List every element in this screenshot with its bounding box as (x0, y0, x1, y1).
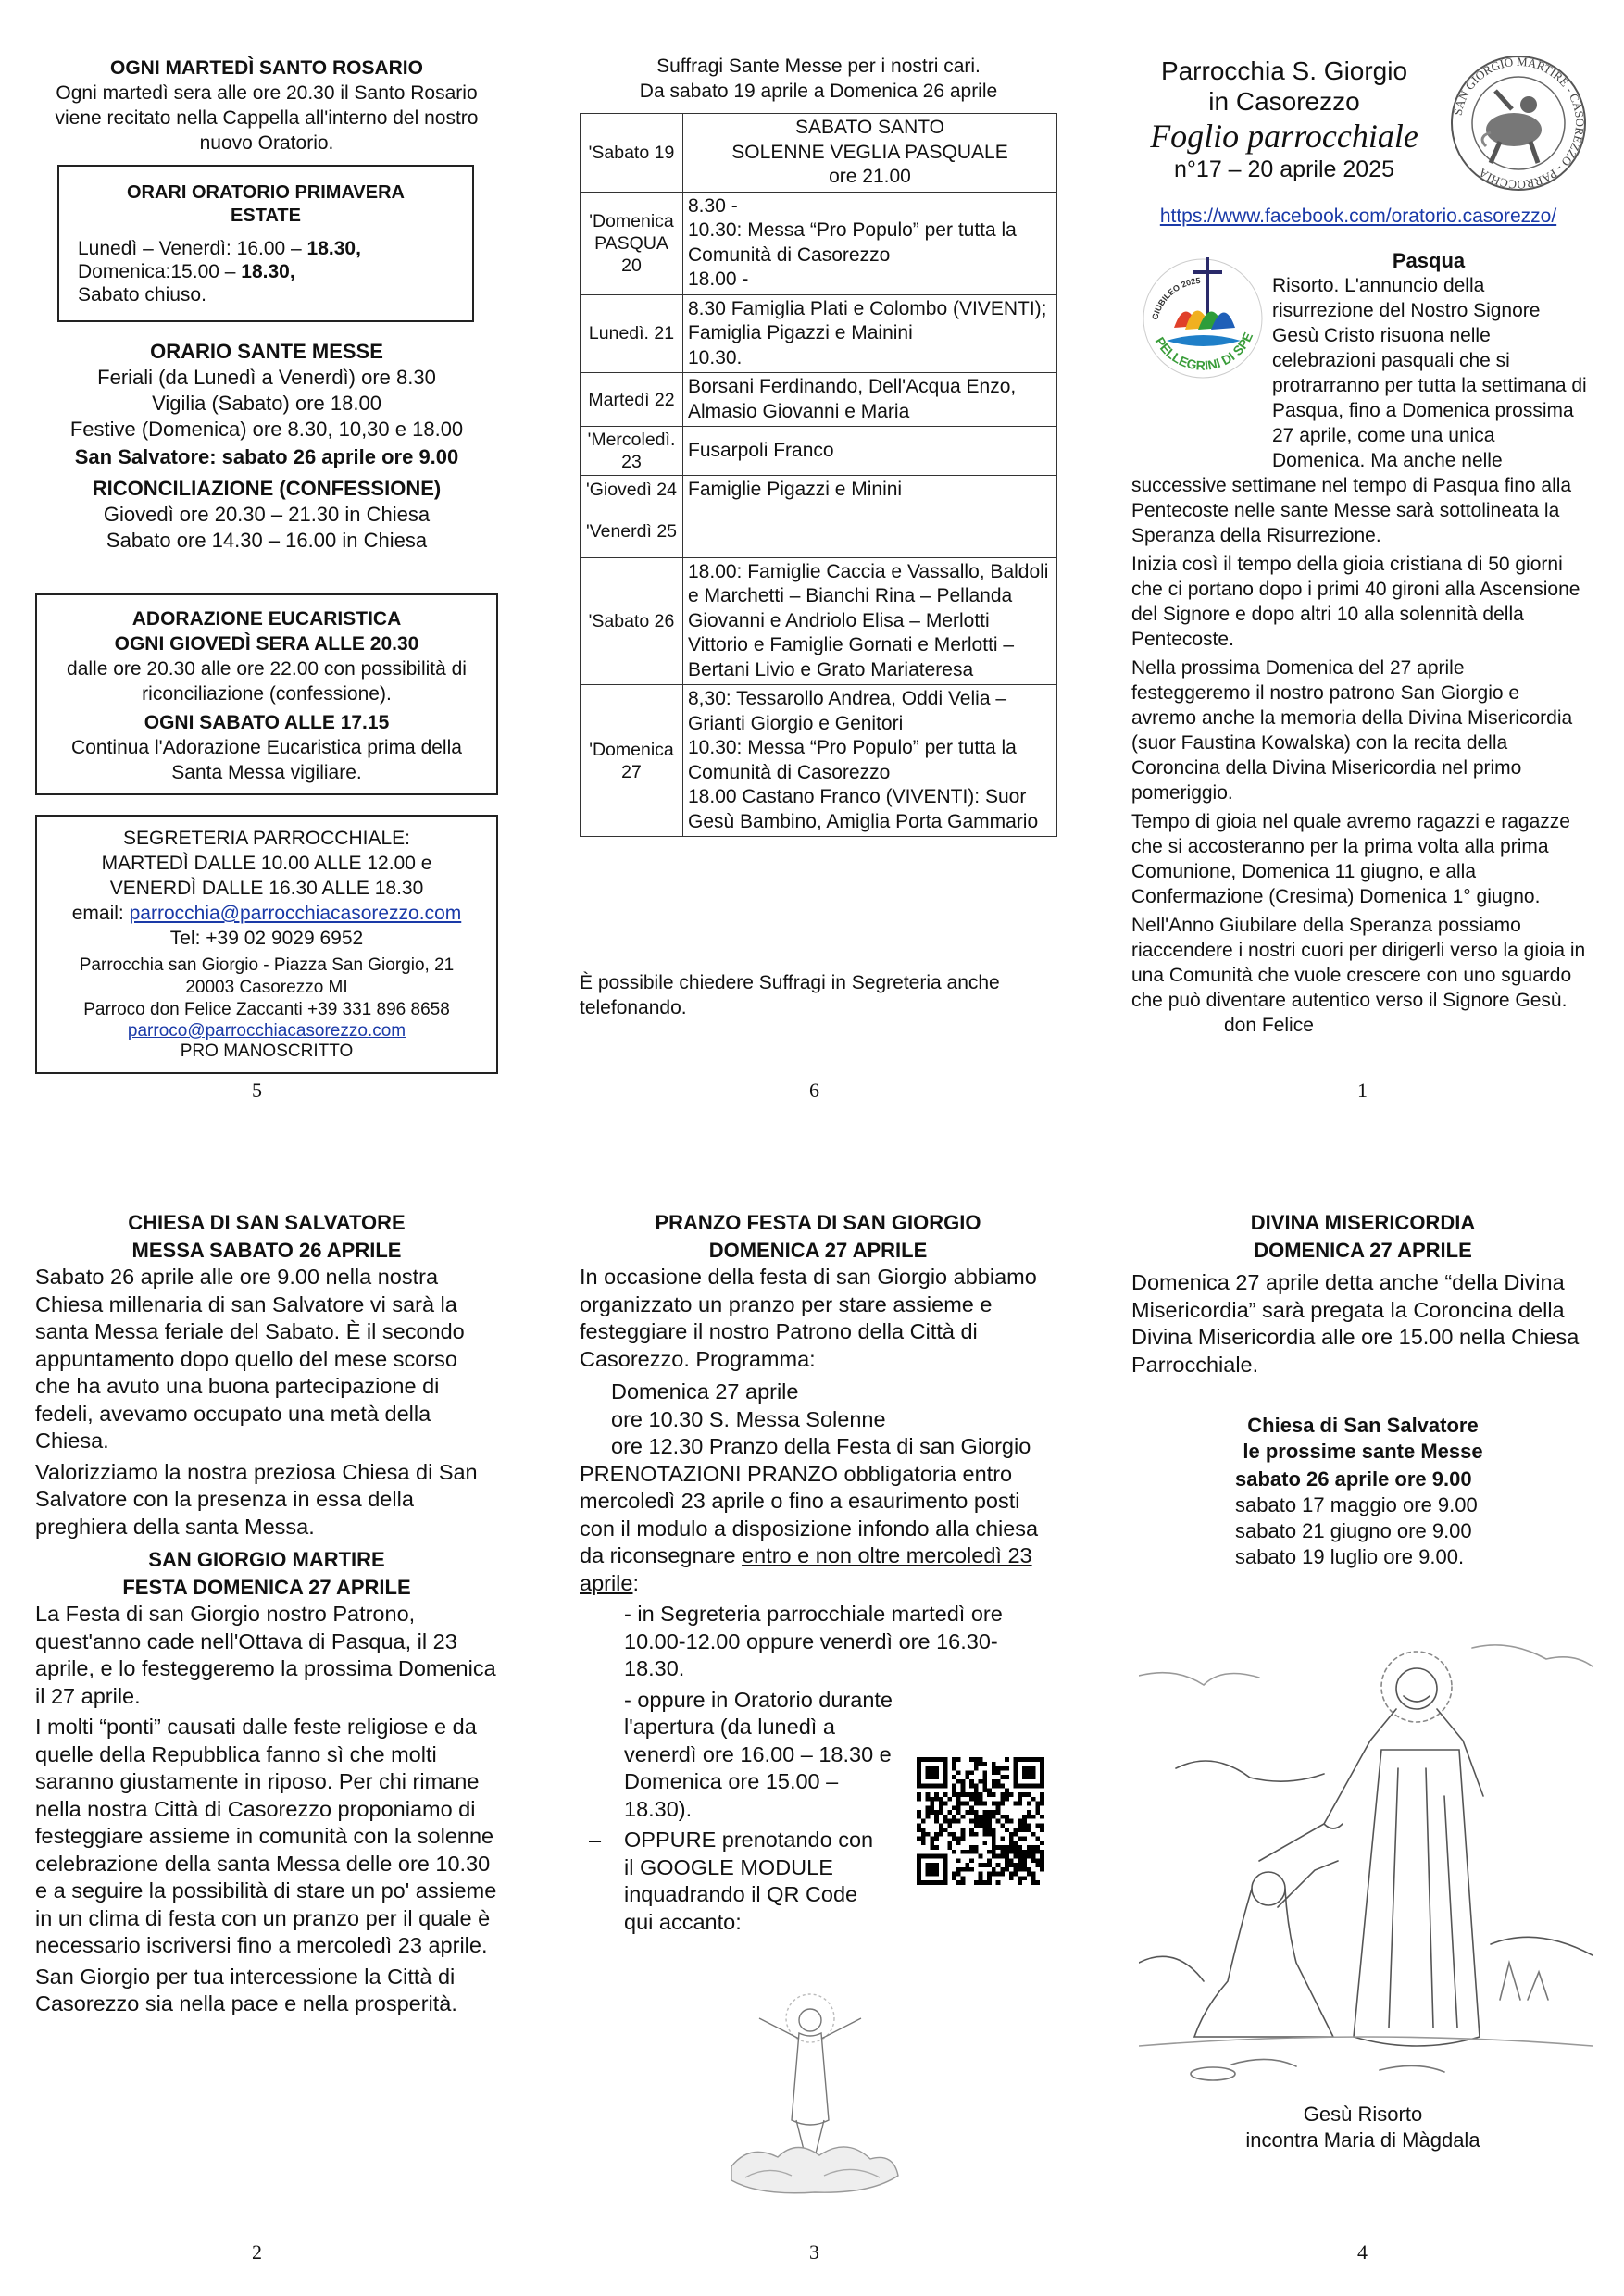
parish-address: Parrocchia san Giorgio - Piazza San Giorgio, 21 (79, 955, 455, 975)
suffrage-row (581, 685, 1057, 837)
salvatore-mass: San Salvatore: sabato 26 aprile ore 9.00 (74, 445, 459, 468)
giorgio-para-3: San Giorgio per tua intercessione la Città di Casorezzo sia nella pace e nella prosperità. (35, 1964, 457, 2015)
salvatore-subheading: MESSA SABATO 26 APRILE (131, 1238, 402, 1262)
adoration-thursday-text: dalle ore 20.30 alle ore 22.00 con possibilità di riconciliazione (confessione). (67, 658, 467, 705)
suffrage-day: 'Sabato 26 (581, 557, 683, 685)
suffrage-day: 'Domenica PASQUA 20 (581, 192, 683, 294)
lunch-booking: PRENOTAZIONI PRANZO obbligatoria entro mercoledì 23 aprile o fino a esaurimento posti con il modulo a disposizione infondo alla chiesa da riconsegnare entro e non oltre mercoledì 23 aprile: (580, 1461, 1039, 1595)
suffrage-header (580, 54, 1057, 104)
suffrage-intentions: Borsani Ferdinando, Dell'Acqua Enzo, Almasio Giovanni e Maria (683, 373, 1057, 427)
lunch-heading: PRANZO FESTA DI SAN GIORGIO (655, 1211, 981, 1234)
suffrage-intentions: Famiglie Pigazzi e Minini (683, 476, 1057, 505)
lunch-intro: In occasione della festa di san Giorgio abbiamo organizzato un pranzo per stare assieme e festeggiare il nostro Patrono della Città di Casorezzo. Programma: (580, 1265, 1037, 1371)
svg-text:GIUBILEO 2025: GIUBILEO 2025 (1150, 275, 1201, 321)
page-number-5: 5 (252, 1079, 262, 1102)
suffrage-intentions: Fusarpoli Franco (683, 427, 1057, 476)
suffrage-row (581, 373, 1057, 427)
panel-page-5 (35, 56, 498, 156)
panel-page-4 (1131, 1209, 1594, 1379)
suffrage-row (581, 114, 1057, 193)
qr-code[interactable] (917, 1757, 1044, 1885)
secretary-box (35, 815, 498, 1074)
editorial-para-5: Nell'Anno Giubilare della Speranza possiamo riaccendere i nostri cuori per dirigerli verso la gioia in una Comunità che vuole crescere con uno sguardo che può diventare autentico verso il Signore Gesù.don Felice (1131, 915, 1586, 1036)
parish-priest: Parroco don Felice Zaccanti +39 331 896 8658 (83, 1000, 450, 1019)
salvatore-dates-title: Chiesa di San Salvatore (1247, 1414, 1479, 1437)
risen-jesus-illustration (1139, 1611, 1593, 2092)
suffrage-intentions: 18.00: Famiglie Caccia e Vassallo, Baldoli e Marchetti – Bianchi Rina – Pellanda Giovanni e Andriolo Elisa – Merlotti Vittorio e Famiglie Gornati e Merlotti – Bertani Livio e Grato Mariateresa (683, 557, 1057, 685)
page-number-1: 1 (1357, 1079, 1368, 1102)
salvatore-heading: CHIESA DI SAN SALVATORE (128, 1211, 406, 1234)
giorgio-heading: SAN GIORGIO MARTIRE (148, 1548, 385, 1571)
rosario-title: OGNI MARTEDÌ SANTO ROSARIO (110, 57, 423, 79)
editorial-para-4: Tempo di gioia nel quale avremo ragazzi e ragazze che si accosteranno per la prima volta alla prima Comunione, Domenica 11 giugno, e alla Confermazione (Cresima) Domenica 1° giugno. (1131, 811, 1570, 907)
page-number-4: 4 (1357, 2240, 1368, 2264)
suffrage-row (581, 557, 1057, 685)
adoration-title: ADORAZIONE EUCARISTICA (131, 608, 402, 630)
lunch-subheading: DOMENICA 27 APRILE (708, 1238, 928, 1262)
suffrage-day: 'Giovedì 24 (581, 476, 683, 505)
oratorio-subtitle: ESTATE (231, 206, 301, 226)
suffrage-intentions: 8,30: Tessarollo Andrea, Oddi Velia – Grianti Giorgio e Genitori 10.30: Messa “Pro Populo” per tutta la Comunità di Casorezzo 18.00 Castano Franco (VIVENTI): Suor Gesù Bambino, Amiglia Porta Gammario (683, 685, 1057, 837)
oratorio-sunday: Domenica:15.00 – 18.30, (78, 261, 295, 282)
oratorio-hours-box (57, 165, 474, 322)
suffrage-title: Suffragi Sante Messe per i nostri cari. (656, 56, 981, 77)
parish-town: in Casorezzo (1208, 87, 1360, 116)
date-may: sabato 17 maggio ore 9.00 (1235, 1493, 1478, 1516)
adoration-thursday: OGNI GIOVEDÌ SERA ALLE 20.30 (114, 633, 419, 655)
rosario-text: Ogni martedì sera alle ore 20.30 il Santo Rosario viene recitato nella Cappella all'interno del nostro nuovo Oratorio. (55, 82, 479, 154)
panel-page-2 (35, 1209, 498, 2018)
suffrage-day: Martedì 22 (581, 373, 683, 427)
bulletin-name: Foglio parrocchiale (1150, 118, 1418, 155)
suffrage-day: 'Venerdì 25 (581, 505, 683, 557)
page-number-6: 6 (809, 1079, 819, 1102)
giorgio-para-1: La Festa di san Giorgio nostro Patrono, quest'anno cade nell'Ottava di Pasqua, il 23 aprile, e lo festeggeremo la prossima Domenica il 27 aprile. (35, 1602, 496, 1708)
oratorio-weekdays: Lunedì – Venerdì: 16.00 – 18.30, (78, 238, 361, 259)
editorial-title: Pasqua (1392, 249, 1466, 272)
suffrage-intentions: SABATO SANTO SOLENNE VEGLIA PASQUALE ore 21.00 (683, 114, 1057, 193)
page-number-3: 3 (809, 2240, 819, 2264)
editorial-para-1: Risorto. L'annuncio della risurrezione del Nostro Signore Gesù Cristo risuona nelle celebrazioni pasquali che si protrarranno per tutta la settimana di Pasqua, fino a Domenica prossima 27 aprile, come una unica Domenica. Ma anche nelle successive settimane nel tempo di Pasqua fino alla Pentecoste nelle sante Messe sarà sottolineata la Speranza della Risurrezione. (1131, 275, 1587, 546)
issue-number: n°17 – 20 aprile 2025 (1174, 156, 1394, 182)
program-lunch: ore 12.30 Pranzo della Festa di san Giorgio (611, 1434, 1031, 1458)
salvatore-para-1: Sabato 26 aprile alle ore 9.00 nella nostra Chiesa millenaria di san Salvatore vi sarà la santa Messa feriale del Sabato. È il secondo appuntamento dopo quello del mese scorso che ha avuto una buona partecipazione di fedeli, avevamo occupato una metà della Chiesa. (35, 1265, 465, 1453)
parish-seal-icon (1449, 54, 1588, 193)
svg-text:SAN GIORGIO MARTIRE - CASOREZZ: SAN GIORGIO MARTIRE - CASOREZZO - PARROCCHIA (1450, 54, 1588, 193)
secretary-tuesday: MARTEDÌ DALLE 10.00 ALLE 12.00 e (101, 853, 432, 874)
adoration-saturday: OGNI SABATO ALLE 17.15 (144, 712, 390, 733)
editorial-para-3: Nella prossima Domenica del 27 aprile festeggeremo il nostro patrono San Giorgio e avremo anche la memoria della Divina Misericordia (suor Faustina Kowalska) con la recita della Coroncina della Divina Misericordia nel primo pomeriggio. (1131, 657, 1573, 804)
suffrage-dates: Da sabato 19 aprile a Domenica 26 aprile (639, 81, 998, 102)
editorial (1131, 248, 1587, 1038)
adoration-box (35, 593, 498, 795)
secretary-title: SEGRETERIA PARROCCHIALE: (122, 828, 411, 849)
adoration-saturday-text: Continua l'Adorazione Eucaristica prima della Santa Messa vigiliare. (71, 737, 462, 783)
oratorio-saturday: Sabato chiuso. (78, 284, 206, 306)
suffrage-note: È possibile chiedere Suffragi in Segreteria anche telefonando. (580, 972, 1000, 1018)
secretary-email-link[interactable]: parrocchia@parrocchiacasorezzo.com (129, 903, 462, 924)
secretary-friday: VENERDÌ DALLE 16.30 ALLE 18.30 (109, 878, 424, 899)
suffrage-intentions: 8.30 Famiglia Plati e Colombo (VIVENTI); Famiglia Pigazzi e Mainini 10.30. (683, 294, 1057, 373)
suffrage-day: 'Sabato 19 (581, 114, 683, 193)
confession-saturday: Sabato ore 14.30 – 16.00 in Chiesa (106, 529, 428, 552)
program-date: Domenica 27 aprile (611, 1379, 799, 1404)
date-june: sabato 21 giugno ore 9.00 (1235, 1519, 1472, 1542)
suffrage-intentions: 8.30 - 10.30: Messa “Pro Populo” per tutta la Comunità di Casorezzo 18.00 - (683, 192, 1057, 294)
secretary-email: email: parrocchia@parrocchiacasorezzo.com (71, 903, 462, 924)
facebook-link[interactable]: https://www.facebook.com/oratorio.casorezzo/ (1159, 206, 1557, 227)
suffrage-day: 'Mercoledì. 23 (581, 427, 683, 476)
suffrage-intentions (683, 505, 1057, 557)
mass-schedule (35, 339, 498, 554)
program-mass: ore 10.30 S. Messa Solenne (611, 1406, 886, 1431)
illustration-caption (1131, 2102, 1594, 2153)
masthead (1131, 56, 1437, 183)
suffrage-row (581, 427, 1057, 476)
booking-option-google: – OPPURE prenotando con il GOOGLE MODULE inquadrando il QR Code qui accanto: (589, 1828, 874, 1934)
caption-line-1: Gesù Risorto (1303, 2103, 1423, 2126)
mercy-subheading: DOMENICA 27 APRILE (1254, 1238, 1472, 1262)
mass-title: ORARIO SANTE MESSE (150, 340, 383, 363)
lunch-program (580, 1379, 1056, 1461)
suffrage-day: 'Domenica 27 (581, 685, 683, 837)
suffrage-row (581, 192, 1057, 294)
salvatore-dates (1131, 1413, 1594, 1570)
suffrage-row (581, 505, 1057, 557)
giorgio-para-2: I molti “ponti” causati dalle feste religiose e da quelle della Repubblica fanno sì che molti saranno giustamente in riposo. Per chi rimane nella nostra Città di Casorezzo proponiamo di festeggiare assieme in comunità con la solenne celebrazione della santa Messa delle ore 10.30 e a seguire la possibilità di stare un po' assieme in un clima di festa con un pranzo per il quale è necessario iscriversi fino a mercoledì 23 aprile. (35, 1715, 497, 1957)
date-july: sabato 19 luglio ore 9.00. (1235, 1545, 1465, 1568)
editorial-signature: don Felice (1224, 1015, 1314, 1036)
salvatore-para-2: Valorizziamo la nostra preziosa Chiesa di San Salvatore con la presenza in essa della preghiera della santa Messa. (35, 1459, 478, 1539)
suffrage-day: Lunedì. 21 (581, 294, 683, 373)
confession-thursday: Giovedì ore 20.30 – 21.30 in Chiesa (103, 503, 431, 526)
caption-line-2: incontra Maria di Màgdala (1245, 2128, 1480, 2152)
parish-city: 20003 Casorezzo MI (185, 978, 348, 997)
mercy-text: Domenica 27 aprile detta anche “della Divina Misericordia” sarà pregata la Coroncina della Divina Misericordia alle ore 15.00 nella Chiesa Parrocchiale. (1131, 1270, 1580, 1377)
confession-title: RICONCILIAZIONE (CONFESSIONE) (92, 477, 442, 500)
suffrage-row (581, 476, 1057, 505)
editorial-para-2: Inizia così il tempo della gioia cristiana di 50 giorni che ci portano dopo i primi 40 gironi alla Ascensione del Signore e dopo altri 10 alla solennità della Pentecoste. (1131, 554, 1580, 650)
ascension-illustration (704, 1981, 917, 2203)
booking-option-oratorio: - oppure in Oratorio durante l'apertura (da lunedì a venerdì ore 16.00 – 18.30 e Domenica ore 15.00 – 18.30). (624, 1687, 893, 1821)
mass-festive: Festive (Domenica) ore 8.30, 10,30 e 18.00 (69, 418, 464, 441)
mass-vigil: Vigilia (Sabato) ore 18.00 (152, 392, 381, 415)
booking-option-secretary: - in Segreteria parrocchiale martedì ore 10.00-12.00 oppure venerdì ore 16.30-18.30. (624, 1602, 1003, 1680)
parish-priest-email[interactable]: parroco@parrocchiacasorezzo.com (127, 1021, 406, 1041)
salvatore-dates-subtitle: le prossime sante Messe (1243, 1440, 1483, 1463)
parish-name: Parrocchia S. Giorgio (1160, 56, 1408, 85)
suffrage-table (580, 113, 1057, 837)
oratorio-title: ORARI ORATORIO PRIMAVERA (126, 182, 405, 203)
giorgio-subheading: FESTA DOMENICA 27 APRILE (122, 1575, 411, 1599)
suffrage-row (581, 294, 1057, 373)
pro-manuscript: PRO MANOSCRITTO (180, 1042, 354, 1061)
mercy-heading: DIVINA MISERICORDIA (1250, 1211, 1476, 1234)
page-number-2: 2 (252, 2240, 262, 2264)
date-april: sabato 26 aprile ore 9.00 (1235, 1467, 1472, 1491)
svg-text:PELLEGRINI DI SPERANZA: PELLEGRINI DI SPE (1152, 330, 1256, 373)
mass-weekday: Feriali (da Lunedì a Venerdì) ore 8.30 (97, 366, 436, 389)
secretary-phone: Tel: +39 02 9029 6952 (169, 928, 364, 949)
